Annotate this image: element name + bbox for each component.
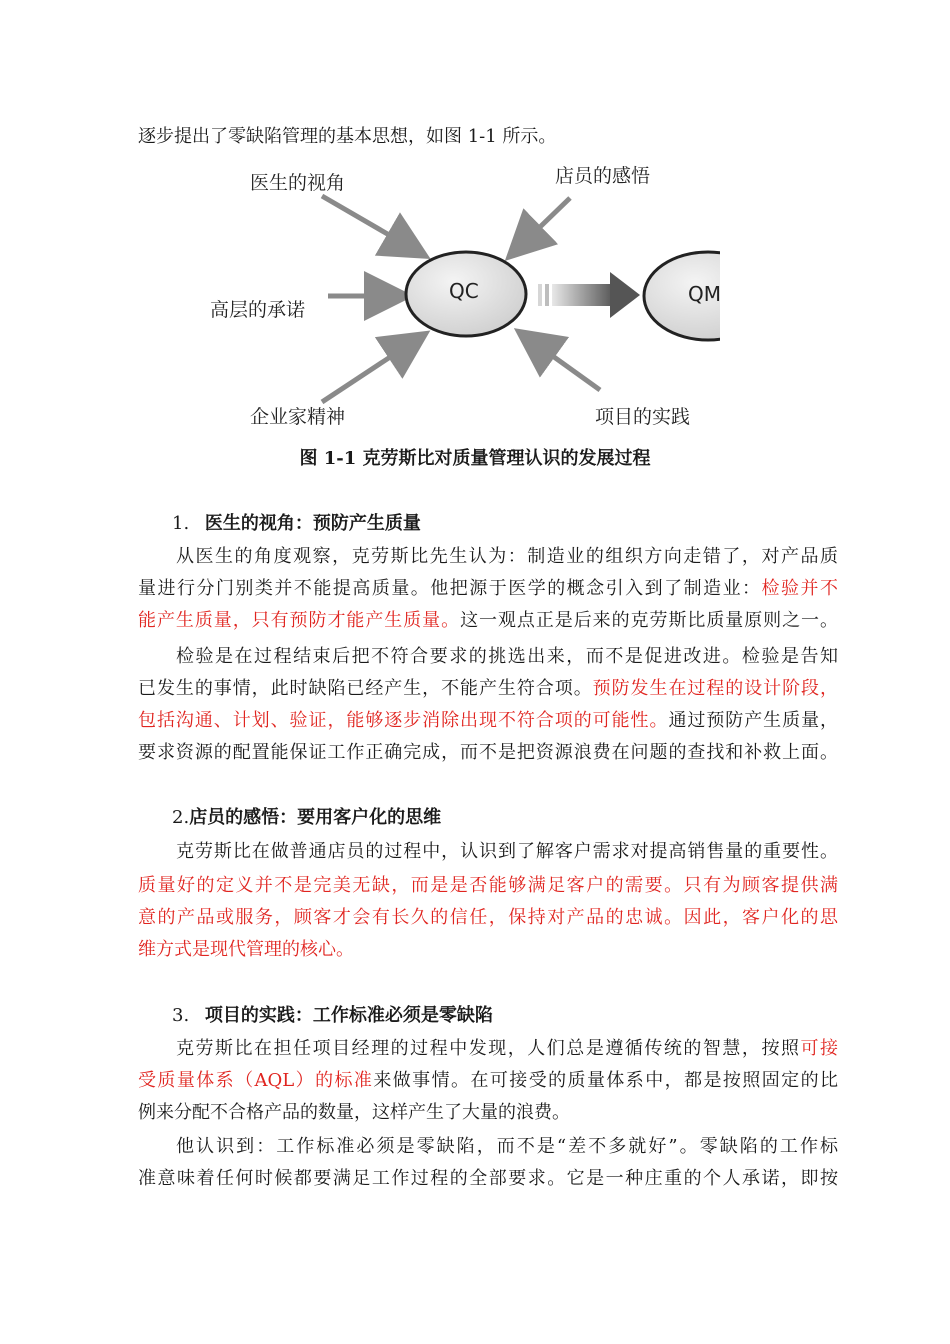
section1-heading [172, 512, 872, 536]
section3-number: 3. [172, 1005, 190, 1026]
section3-heading [172, 1004, 872, 1028]
label-middle-left: 高层的承诺 [210, 299, 306, 321]
s1-p1-line3-text: 这一观点正是后来的克劳斯比质量原则之一。 [460, 610, 839, 631]
s1-p2-line1: 检验是在过程结束后把不符合要求的挑选出来，而不是促进改进。检验是告知 [176, 646, 838, 667]
s1-p1-line2-text: 量进行分门别类并不能提高质量。他把源于医学的概念引入到了制造业： [138, 578, 762, 599]
s3-p1-line2-text: 来做事情。在可接受的质量体系中，都是按照固定的比 [373, 1070, 839, 1091]
arrow-top-left [322, 196, 422, 254]
label-qm: QM [688, 282, 721, 306]
quality-diagram [200, 158, 720, 438]
s1-p1-line2 [138, 577, 838, 601]
s1-p2-line3 [138, 709, 838, 733]
s3-p2-line2: 准意味着任何时候都要满足工作过程的全部要求。它是一种庄重的个人承诺，即按 [138, 1168, 838, 1189]
s2-p1-line1: 克劳斯比在做普通店员的过程中，认识到了解客户需求对提高销售量的重要性。 [176, 841, 838, 862]
section2-heading [172, 806, 872, 830]
label-qc: QC [449, 279, 479, 303]
s1-p2-line4: 要求资源的配置能保证工作正确完成，而不是把资源浪费在问题的查找和补救上面。 [138, 742, 838, 763]
s3-p1-line2 [138, 1069, 838, 1093]
s2-p1-line2: 质量好的定义并不是完美无缺，而是是否能够满足客户的需要。只有为顾客提供满 [138, 875, 838, 896]
s3-p1-line3: 例来分配不合格产品的数量，这样产生了大量的浪费。 [138, 1102, 570, 1123]
s2-p1-line3: 意的产品或服务，顾客才会有长久的信任，保持对产品的忠诚。因此，客户化的思 [138, 907, 838, 928]
s3-p1-line1-text: 克劳斯比在担任项目经理的过程中发现，人们总是遵循传统的智慧，按照 [176, 1038, 801, 1059]
s1-p1-line2-emphasis: 检验并不 [761, 578, 839, 599]
label-bottom-left: 企业家精神 [250, 406, 346, 428]
s3-p1-line1 [176, 1037, 838, 1061]
s1-p2-line3-text: 通过预防产生质量， [668, 710, 839, 731]
s1-p2-line2 [138, 677, 838, 701]
s1-p2-line2-text: 已发生的事情，此时缺陷已经产生，不能产生符合项。 [138, 678, 593, 699]
section1-number: 1. [172, 513, 190, 534]
s1-p2-line3-emphasis: 包括沟通、计划、验证，能够逐步消除出现不符合项的可能性。 [138, 710, 669, 731]
s1-p1-line1: 从医生的角度观察，克劳斯比先生认为：制造业的组织方向走错了，对产品质 [176, 546, 838, 567]
label-top-right: 店员的感悟 [555, 165, 651, 187]
s3-p2-line1: 他认识到：工作标准必须是零缺陷，而不是“差不多就好”。零缺陷的工作标 [176, 1136, 838, 1157]
s1-p1-line3 [138, 609, 838, 633]
arrow-bottom-right [522, 334, 600, 390]
section2-number: 2. [172, 807, 190, 828]
label-bottom-right: 项目的实践 [595, 406, 691, 428]
section3-title: 项目的实践：工作标准必须是零缺陷 [204, 1005, 493, 1026]
s3-p1-line2-emphasis: 受质量体系（AQL）的标准 [138, 1070, 374, 1091]
s1-p2-line2-emphasis: 预防发生在过程的设计阶段， [592, 678, 839, 699]
arrow-top-right [512, 198, 570, 254]
section2-title: 店员的感悟：要用客户化的思维 [189, 807, 442, 828]
intro-line: 逐步提出了零缺陷管理的基本思想，如图 1-1 所示。 [138, 126, 557, 147]
arrow-bottom-left [322, 336, 422, 402]
section1-title: 医生的视角：预防产生质量 [204, 513, 421, 534]
s3-p1-line1-emphasis: 可接 [800, 1038, 838, 1059]
label-top-left: 医生的视角 [250, 172, 346, 194]
s2-p1-line4: 维方式是现代管理的核心。 [138, 939, 354, 960]
s1-p1-line3-emphasis: 能产生质量，只有预防才能产生质量。 [138, 610, 461, 631]
figure-caption: 图 1-1 克劳斯比对质量管理认识的发展过程 [299, 448, 651, 469]
transition-arrow [538, 272, 640, 318]
